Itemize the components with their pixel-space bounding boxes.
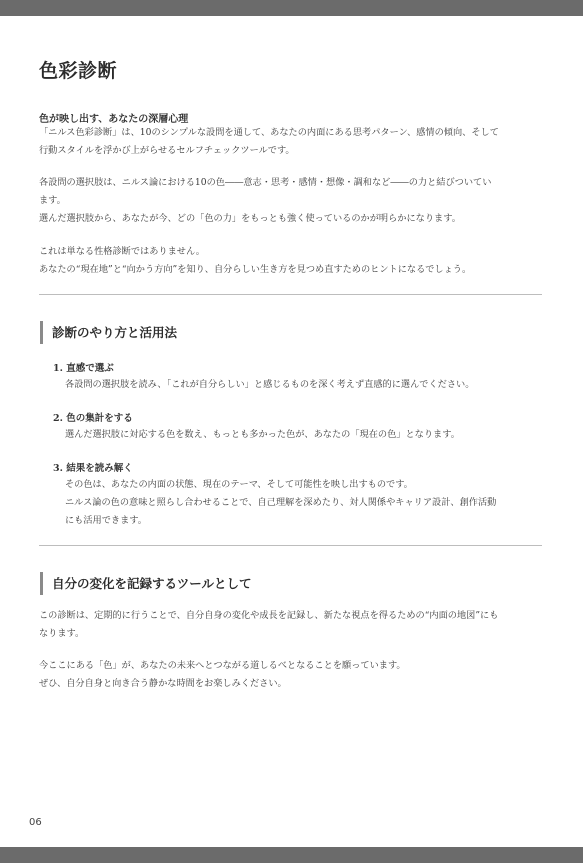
page-bottom-margin — [0, 847, 583, 863]
record-paragraph-2: 今ここにある「色」が、あなたの未来へとつながる道しるべとなることを願っています。 ぜひ、自分自身と向き合う静かな時間をお楽しみください。 — [39, 660, 406, 689]
page-title: 色彩診断 — [39, 60, 118, 82]
intro-paragraph-1: 「ニルス色彩診断」は、10のシンプルな設問を通して、あなたの内面にある思考パターン、感情の傾向、そして 行動スタイルを浮かび上がらせるセルフチェックツールです。 — [39, 127, 499, 156]
section-heading-usage: 診断のやり方と活用法 — [40, 321, 177, 344]
step-1-body: 各設問の選択肢を読み、「これが自分らしい」と感じるものを深く考えず直感的に選んでください。 — [65, 379, 475, 390]
step-2-title: 2. 色の集計をする — [53, 413, 133, 424]
page-subtitle: 色が映し出す、あなたの深層心理 — [39, 114, 189, 125]
record-paragraph-1: この診断は、定期的に行うことで、自分自身の変化や成長を記録し、新たな視点を得るための“内面の地図”にも なります。 — [39, 610, 499, 639]
divider — [39, 294, 542, 295]
step-3-title: 3. 結果を読み解く — [53, 463, 133, 474]
document-page — [0, 16, 583, 847]
step-2-body: 選んだ選択肢に対応する色を数え、もっとも多かった色が、あなたの「現在の色」となります。 — [65, 429, 460, 440]
step-3-body: その色は、あなたの内面の状態、現在のテーマ、そして可能性を映し出すものです。 ニルス論の色の意味と照らし合わせることで、自己理解を深めたり、対人関係やキャリア設計、創作活動 にも活用できます。 — [65, 479, 497, 526]
intro-paragraph-2: 各設問の選択肢は、ニルス論における10の色――意志・思考・感情・想像・調和など――の力と結びついてい ます。 選んだ選択肢から、あなたが今、どの「色の力」をもっとも強く使っているのかが明らかになります。 — [39, 177, 492, 224]
section-heading-record: 自分の変化を記録するツールとして — [40, 572, 252, 595]
step-1-title: 1. 直感で選ぶ — [53, 363, 114, 374]
intro-paragraph-3: これは単なる性格診断ではありません。 あなたの“現在地”と“向かう方向”を知り、自分らしい生き方を見つめ直すためのヒントになるでしょう。 — [39, 246, 472, 275]
page-number: 06 — [29, 817, 42, 828]
divider — [39, 545, 542, 546]
